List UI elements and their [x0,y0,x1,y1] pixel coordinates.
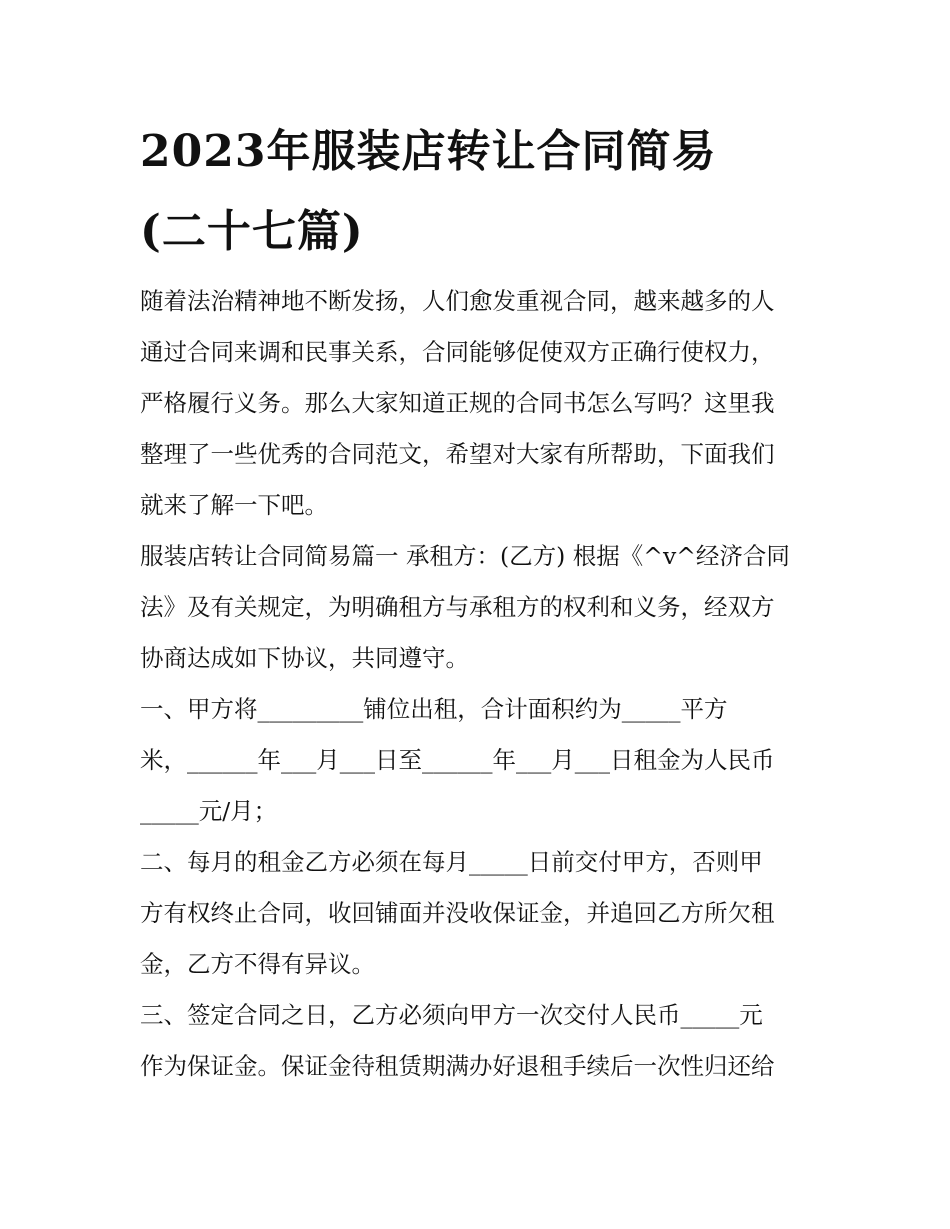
body-line: 作为保证金。保证金待租赁期满办好退租手续后一次性归还给 [140,1052,775,1080]
title-line-2: (二十七篇) [140,206,364,257]
body-line: 严格履行义务。那么大家知道正规的合同书怎么写吗？这里我 [140,389,775,417]
body-line: 整理了一些优秀的合同范文，希望对大家有所帮助，下面我们 [140,440,775,468]
body-line: 三、签定合同之日，乙方必须向甲方一次交付人民币_____元 [140,1001,763,1029]
document-body [140,276,820,1092]
body-line: 一、甲方将_________铺位出租，合计面积约为_____平方 [140,695,728,723]
body-line: 就来了解一下吧。 [140,491,328,519]
body-line: 二、每月的租金乙方必须在每月_____日前交付甲方，否则甲 [140,848,763,876]
document-title [140,112,820,272]
body-line: 金，乙方不得有异议。 [140,950,375,978]
body-line: 随着法治精神地不断发扬，人们愈发重视合同，越来越多的人 [140,287,775,315]
body-line: 协商达成如下协议，共同遵守。 [140,644,469,672]
body-line: 方有权终止合同，收回铺面并没收保证金，并追回乙方所欠租 [140,899,775,927]
body-line: 服装店转让合同简易篇一 承租方：(乙方) 根据《^v^经济合同 [140,542,790,570]
body-line: 法》及有关规定，为明确租方与承租方的权利和义务，经双方 [140,593,775,621]
body-line: _____元/月； [140,797,278,825]
title-line-1: 2023年服装店转让合同简易 [140,126,717,177]
body-line: 米，______年___月___日至______年___月___日租金为人民币 [140,746,775,774]
body-line: 通过合同来调和民事关系，合同能够促使双方正确行使权力， [140,338,775,366]
